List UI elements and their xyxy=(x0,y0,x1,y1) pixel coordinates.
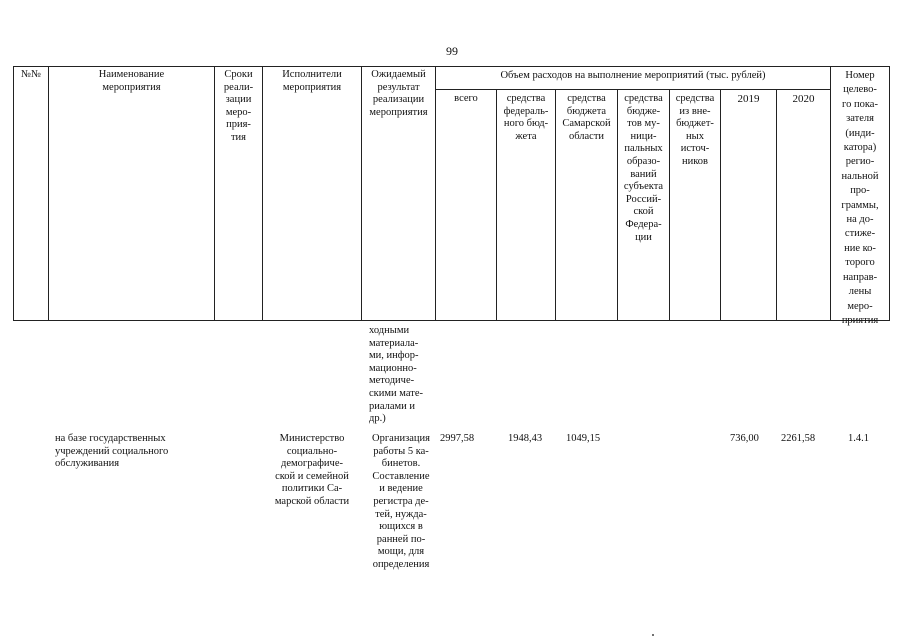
expected-result-continuation: ходными материала- ми, инфор- мационно- методиче- скими мате- риалами и др.) xyxy=(369,325,423,425)
row-2020: 2261,58 xyxy=(781,433,816,444)
header-expected: Ожидаемый результат реализации мероприятия xyxy=(369,69,428,118)
header-num: №№ xyxy=(20,69,42,80)
header-extrabudget: средства из вне- бюджет- ных источ- ников xyxy=(675,93,715,167)
header-executors: Исполнители мероприятия xyxy=(282,69,342,93)
row-federal: 1948,43 xyxy=(508,433,543,444)
row-2019: 736,00 xyxy=(730,433,759,444)
row-indicator: 1.4.1 xyxy=(848,433,869,444)
header-municipal: средства бюдже- тов му- ници- пальных образо- ваний субъекта Россий- ской Федера- ции xyxy=(623,93,664,243)
header-expenses-title: Объем расходов на выполнение мероприятий (тыс. рублей) xyxy=(500,70,766,81)
row-name: на базе государственных учреждений социального обслуживания xyxy=(55,433,169,470)
header-terms: Сроки реали- зации меро- прия- тия xyxy=(223,69,254,143)
header-indicator: Номер целево- го пока- зателя (инди- катора) регио- нальной про- граммы, на до- стиже- ние ко- торого направ- лены меро- приятия xyxy=(841,70,879,326)
header-2019: 2019 xyxy=(737,93,760,105)
header-federal: средства федераль- ного бюд- жета xyxy=(503,93,549,142)
scan-speck xyxy=(652,634,654,636)
row-executor: Министерство социально- демографиче- ской и семейной политики Са- марской области xyxy=(274,433,350,507)
header-name: Наименование мероприятия xyxy=(98,69,165,93)
row-regional: 1049,15 xyxy=(566,433,601,444)
header-regional: средства бюджета Самарской области xyxy=(562,93,611,142)
row-expected: Организация работы 5 ка- бинетов. Составление и ведение регистра де- тей, нужда- ющихся в ранней по- мощи, для определения xyxy=(372,433,430,570)
header-total: всего xyxy=(454,93,478,104)
row-total: 2997,58 xyxy=(440,433,475,444)
page-number: 99 xyxy=(446,44,458,58)
header-2020: 2020 xyxy=(792,93,815,105)
